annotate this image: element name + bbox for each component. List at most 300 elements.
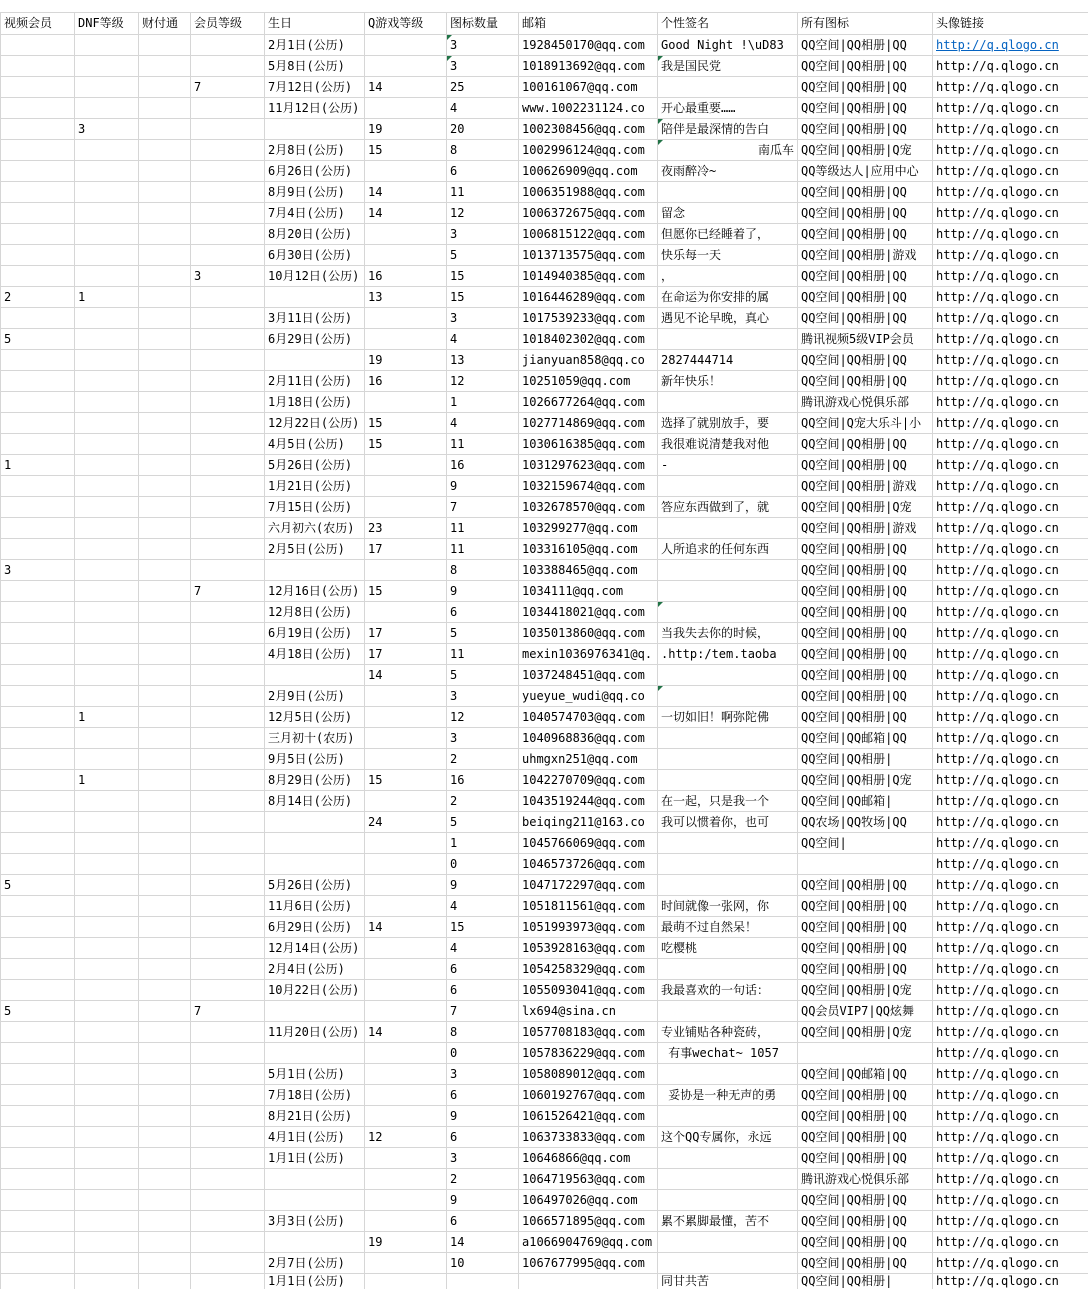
cell-signature[interactable]: Good Night !\uD83 bbox=[658, 35, 798, 56]
cell-birthday[interactable]: 6月30日(公历) bbox=[265, 245, 365, 266]
cell-icon-count[interactable]: 6 bbox=[447, 602, 519, 623]
cell-icon-count[interactable]: 3 bbox=[447, 56, 519, 77]
cell-birthday[interactable]: 12月16日(公历) bbox=[265, 581, 365, 602]
cell-member-level[interactable] bbox=[191, 287, 265, 308]
cell-video-vip[interactable]: 5 bbox=[1, 329, 75, 350]
cell-tenpay[interactable] bbox=[139, 665, 191, 686]
cell-birthday[interactable]: 2月4日(公历) bbox=[265, 959, 365, 980]
cell-video-vip[interactable] bbox=[1, 1232, 75, 1253]
cell-tenpay[interactable] bbox=[139, 1211, 191, 1232]
cell-email[interactable]: 1066571895@qq.com bbox=[519, 1211, 658, 1232]
cell-member-level[interactable] bbox=[191, 644, 265, 665]
cell-video-vip[interactable] bbox=[1, 623, 75, 644]
cell-video-vip[interactable] bbox=[1, 371, 75, 392]
cell-qgame-level[interactable] bbox=[365, 854, 447, 875]
cell-qgame-level[interactable]: 19 bbox=[365, 1232, 447, 1253]
cell-birthday[interactable]: 6月26日(公历) bbox=[265, 161, 365, 182]
cell-avatar-link[interactable]: http://q.qlogo.cn bbox=[933, 98, 1088, 119]
cell-qgame-level[interactable]: 23 bbox=[365, 518, 447, 539]
cell-email[interactable]: 1017539233@qq.com bbox=[519, 308, 658, 329]
cell-avatar-link[interactable]: http://q.qlogo.cn bbox=[933, 413, 1088, 434]
cell-video-vip[interactable] bbox=[1, 35, 75, 56]
cell-signature[interactable] bbox=[658, 1064, 798, 1085]
cell-icon-count[interactable]: 11 bbox=[447, 518, 519, 539]
cell-all-icons[interactable]: QQ空间|QQ相册|QQ bbox=[798, 959, 933, 980]
cell-icon-count[interactable]: 3 bbox=[447, 308, 519, 329]
cell-avatar-link[interactable]: http://q.qlogo.cn bbox=[933, 539, 1088, 560]
cell-signature[interactable] bbox=[658, 1169, 798, 1190]
cell-video-vip[interactable] bbox=[1, 665, 75, 686]
cell-member-level[interactable] bbox=[191, 413, 265, 434]
cell-birthday[interactable]: 2月11日(公历) bbox=[265, 371, 365, 392]
cell-dnf-level[interactable] bbox=[75, 560, 139, 581]
cell-video-vip[interactable] bbox=[1, 896, 75, 917]
cell-email[interactable]: 1051993973@qq.com bbox=[519, 917, 658, 938]
cell-email[interactable]: 1016446289@qq.com bbox=[519, 287, 658, 308]
cell-all-icons[interactable]: QQ空间|QQ相册|QQ bbox=[798, 875, 933, 896]
cell-all-icons[interactable]: QQ空间|QQ相册|QQ bbox=[798, 896, 933, 917]
cell-member-level[interactable] bbox=[191, 896, 265, 917]
cell-dnf-level[interactable]: 3 bbox=[75, 119, 139, 140]
cell-video-vip[interactable] bbox=[1, 203, 75, 224]
cell-avatar-link[interactable] bbox=[933, 35, 1088, 56]
cell-tenpay[interactable] bbox=[139, 35, 191, 56]
cell-avatar-link[interactable]: http://q.qlogo.cn bbox=[933, 791, 1088, 812]
cell-video-vip[interactable] bbox=[1, 980, 75, 1001]
cell-qgame-level[interactable] bbox=[365, 686, 447, 707]
cell-icon-count[interactable]: 4 bbox=[447, 896, 519, 917]
cell-all-icons[interactable]: QQ空间|QQ相册|QQ bbox=[798, 182, 933, 203]
cell-avatar-link[interactable]: http://q.qlogo.cn bbox=[933, 224, 1088, 245]
cell-birthday[interactable]: 8月9日(公历) bbox=[265, 182, 365, 203]
cell-avatar-link[interactable]: http://q.qlogo.cn bbox=[933, 623, 1088, 644]
cell-qgame-level[interactable]: 19 bbox=[365, 350, 447, 371]
cell-icon-count[interactable]: 6 bbox=[447, 959, 519, 980]
column-header-qgame-level[interactable]: Q游戏等级 bbox=[365, 13, 447, 35]
cell-member-level[interactable] bbox=[191, 728, 265, 749]
cell-email[interactable]: 1034111@qq.com bbox=[519, 581, 658, 602]
cell-video-vip[interactable] bbox=[1, 581, 75, 602]
cell-qgame-level[interactable]: 16 bbox=[365, 371, 447, 392]
cell-member-level[interactable] bbox=[191, 140, 265, 161]
cell-email[interactable]: 1045766069@qq.com bbox=[519, 833, 658, 854]
cell-video-vip[interactable] bbox=[1, 1148, 75, 1169]
cell-icon-count[interactable]: 6 bbox=[447, 980, 519, 1001]
cell-video-vip[interactable] bbox=[1, 518, 75, 539]
cell-video-vip[interactable] bbox=[1, 707, 75, 728]
cell-icon-count[interactable]: 3 bbox=[447, 35, 519, 56]
cell-icon-count[interactable]: 3 bbox=[447, 728, 519, 749]
cell-tenpay[interactable] bbox=[139, 140, 191, 161]
cell-video-vip[interactable] bbox=[1, 1043, 75, 1064]
cell-video-vip[interactable] bbox=[1, 728, 75, 749]
cell-video-vip[interactable] bbox=[1, 413, 75, 434]
cell-email[interactable]: 1032159674@qq.com bbox=[519, 476, 658, 497]
cell-signature[interactable]: 遇见不论早晚，真心 bbox=[658, 308, 798, 329]
cell-all-icons[interactable]: QQ空间|QQ相册|QQ bbox=[798, 119, 933, 140]
cell-member-level[interactable] bbox=[191, 980, 265, 1001]
cell-avatar-link[interactable]: http://q.qlogo.cn bbox=[933, 182, 1088, 203]
cell-dnf-level[interactable] bbox=[75, 644, 139, 665]
cell-tenpay[interactable] bbox=[139, 518, 191, 539]
cell-avatar-link[interactable]: http://q.qlogo.cn bbox=[933, 1127, 1088, 1148]
cell-tenpay[interactable] bbox=[139, 770, 191, 791]
cell-birthday[interactable]: 8月14日(公历) bbox=[265, 791, 365, 812]
cell-avatar-link[interactable]: http://q.qlogo.cn bbox=[933, 896, 1088, 917]
cell-avatar-link[interactable]: http://q.qlogo.cn bbox=[933, 56, 1088, 77]
cell-qgame-level[interactable] bbox=[365, 329, 447, 350]
cell-dnf-level[interactable] bbox=[75, 1253, 139, 1274]
cell-dnf-level[interactable] bbox=[75, 413, 139, 434]
cell-avatar-link[interactable]: http://q.qlogo.cn bbox=[933, 371, 1088, 392]
column-header-tenpay[interactable]: 财付通 bbox=[139, 13, 191, 35]
cell-avatar-link[interactable]: http://q.qlogo.cn bbox=[933, 833, 1088, 854]
cell-email[interactable]: 1061526421@qq.com bbox=[519, 1106, 658, 1127]
cell-dnf-level[interactable] bbox=[75, 308, 139, 329]
cell-member-level[interactable] bbox=[191, 497, 265, 518]
cell-signature[interactable]: 最萌不过自然呆！ bbox=[658, 917, 798, 938]
cell-qgame-level[interactable] bbox=[365, 35, 447, 56]
cell-birthday[interactable]: 8月20日(公历) bbox=[265, 224, 365, 245]
cell-tenpay[interactable] bbox=[139, 287, 191, 308]
column-header-all-icons[interactable]: 所有图标 bbox=[798, 13, 933, 35]
cell-avatar-link[interactable]: http://q.qlogo.cn bbox=[933, 77, 1088, 98]
cell-member-level[interactable] bbox=[191, 686, 265, 707]
cell-qgame-level[interactable] bbox=[365, 98, 447, 119]
cell-avatar-link[interactable]: http://q.qlogo.cn bbox=[933, 1064, 1088, 1085]
cell-birthday[interactable]: 11月6日(公历) bbox=[265, 896, 365, 917]
cell-dnf-level[interactable] bbox=[75, 434, 139, 455]
cell-qgame-level[interactable] bbox=[365, 959, 447, 980]
cell-qgame-level[interactable] bbox=[365, 224, 447, 245]
cell-member-level[interactable] bbox=[191, 1169, 265, 1190]
cell-email[interactable]: 1014940385@qq.com bbox=[519, 266, 658, 287]
cell-dnf-level[interactable] bbox=[75, 392, 139, 413]
cell-icon-count[interactable]: 2 bbox=[447, 1169, 519, 1190]
cell-qgame-level[interactable] bbox=[365, 161, 447, 182]
cell-dnf-level[interactable]: 1 bbox=[75, 770, 139, 791]
cell-video-vip[interactable] bbox=[1, 350, 75, 371]
cell-member-level[interactable] bbox=[191, 434, 265, 455]
cell-signature[interactable] bbox=[658, 1106, 798, 1127]
cell-video-vip[interactable] bbox=[1, 245, 75, 266]
cell-member-level[interactable]: 3 bbox=[191, 266, 265, 287]
cell-member-level[interactable] bbox=[191, 875, 265, 896]
cell-video-vip[interactable] bbox=[1, 1253, 75, 1274]
cell-dnf-level[interactable] bbox=[75, 1169, 139, 1190]
cell-email[interactable]: 10646866@qq.com bbox=[519, 1148, 658, 1169]
cell-signature[interactable]: 开心最重要…… bbox=[658, 98, 798, 119]
cell-member-level[interactable] bbox=[191, 707, 265, 728]
cell-qgame-level[interactable]: 15 bbox=[365, 140, 447, 161]
cell-all-icons[interactable]: QQ空间|QQ相册|QQ bbox=[798, 539, 933, 560]
cell-all-icons[interactable]: QQ空间|QQ邮箱|QQ bbox=[798, 728, 933, 749]
cell-icon-count[interactable]: 12 bbox=[447, 203, 519, 224]
cell-tenpay[interactable] bbox=[139, 1127, 191, 1148]
cell-video-vip[interactable] bbox=[1, 938, 75, 959]
cell-birthday[interactable]: 2月5日(公历) bbox=[265, 539, 365, 560]
cell-dnf-level[interactable]: 1 bbox=[75, 707, 139, 728]
cell-email[interactable]: 1058089012@qq.com bbox=[519, 1064, 658, 1085]
column-header-signature[interactable]: 个性签名 bbox=[658, 13, 798, 35]
cell-dnf-level[interactable] bbox=[75, 224, 139, 245]
cell-tenpay[interactable] bbox=[139, 1022, 191, 1043]
cell-birthday[interactable]: 4月18日(公历) bbox=[265, 644, 365, 665]
cell-qgame-level[interactable]: 13 bbox=[365, 287, 447, 308]
cell-member-level[interactable] bbox=[191, 455, 265, 476]
cell-qgame-level[interactable]: 14 bbox=[365, 1022, 447, 1043]
cell-all-icons[interactable]: QQ空间|QQ邮箱| bbox=[798, 791, 933, 812]
cell-all-icons[interactable]: QQ空间|QQ相册|QQ bbox=[798, 623, 933, 644]
cell-member-level[interactable] bbox=[191, 1211, 265, 1232]
cell-avatar-link[interactable]: http://q.qlogo.cn bbox=[933, 119, 1088, 140]
cell-member-level[interactable] bbox=[191, 833, 265, 854]
cell-tenpay[interactable] bbox=[139, 245, 191, 266]
cell-qgame-level[interactable] bbox=[365, 497, 447, 518]
cell-all-icons[interactable]: QQ空间|QQ相册|QQ bbox=[798, 707, 933, 728]
cell-icon-count[interactable]: 6 bbox=[447, 1127, 519, 1148]
cell-qgame-level[interactable] bbox=[365, 707, 447, 728]
cell-tenpay[interactable] bbox=[139, 1169, 191, 1190]
cell-qgame-level[interactable] bbox=[365, 1211, 447, 1232]
cell-signature[interactable] bbox=[658, 1001, 798, 1022]
cell-email[interactable]: 1030616385@qq.com bbox=[519, 434, 658, 455]
cell-video-vip[interactable] bbox=[1, 644, 75, 665]
cell-icon-count[interactable]: 2 bbox=[447, 791, 519, 812]
cell-all-icons[interactable]: QQ空间|QQ相册|QQ bbox=[798, 602, 933, 623]
cell-tenpay[interactable] bbox=[139, 1085, 191, 1106]
cell-member-level[interactable] bbox=[191, 959, 265, 980]
cell-tenpay[interactable] bbox=[139, 623, 191, 644]
cell-dnf-level[interactable] bbox=[75, 686, 139, 707]
cell-member-level[interactable] bbox=[191, 665, 265, 686]
cell-all-icons[interactable]: QQ空间|QQ相册|QQ bbox=[798, 644, 933, 665]
cell-tenpay[interactable] bbox=[139, 455, 191, 476]
cell-birthday[interactable]: 4月5日(公历) bbox=[265, 434, 365, 455]
cell-icon-count[interactable]: 15 bbox=[447, 917, 519, 938]
cell-dnf-level[interactable] bbox=[75, 875, 139, 896]
cell-avatar-link[interactable]: http://q.qlogo.cn bbox=[933, 308, 1088, 329]
cell-member-level[interactable] bbox=[191, 392, 265, 413]
cell-icon-count[interactable]: 3 bbox=[447, 1064, 519, 1085]
cell-icon-count[interactable]: 5 bbox=[447, 812, 519, 833]
cell-email[interactable]: 1043519244@qq.com bbox=[519, 791, 658, 812]
cell-all-icons[interactable]: QQ空间|QQ相册|Q宠 bbox=[798, 980, 933, 1001]
cell-birthday[interactable]: 7月12日(公历) bbox=[265, 77, 365, 98]
cell-qgame-level[interactable]: 12 bbox=[365, 1127, 447, 1148]
cell-member-level[interactable] bbox=[191, 98, 265, 119]
cell-member-level[interactable] bbox=[191, 770, 265, 791]
cell-avatar-link[interactable]: http://q.qlogo.cn bbox=[933, 1211, 1088, 1232]
cell-qgame-level[interactable] bbox=[365, 476, 447, 497]
cell-dnf-level[interactable]: 1 bbox=[75, 287, 139, 308]
cell-signature[interactable]: 时间就像一张网，你 bbox=[658, 896, 798, 917]
cell-all-icons[interactable]: QQ空间|QQ相册|QQ bbox=[798, 287, 933, 308]
cell-tenpay[interactable] bbox=[139, 1106, 191, 1127]
cell-tenpay[interactable] bbox=[139, 476, 191, 497]
cell-all-icons[interactable]: QQ空间|QQ相册|QQ bbox=[798, 686, 933, 707]
cell-dnf-level[interactable] bbox=[75, 161, 139, 182]
cell-email[interactable]: 1027714869@qq.com bbox=[519, 413, 658, 434]
cell-dnf-level[interactable] bbox=[75, 1043, 139, 1064]
cell-member-level[interactable] bbox=[191, 1085, 265, 1106]
column-header-birthday[interactable]: 生日 bbox=[265, 13, 365, 35]
cell-signature[interactable]: 同甘共苦 bbox=[658, 1274, 798, 1289]
cell-signature[interactable]: 但愿你已经睡着了， bbox=[658, 224, 798, 245]
cell-icon-count[interactable]: 4 bbox=[447, 329, 519, 350]
cell-email[interactable]: 1032678570@qq.com bbox=[519, 497, 658, 518]
cell-avatar-link[interactable]: http://q.qlogo.cn bbox=[933, 518, 1088, 539]
cell-qgame-level[interactable] bbox=[365, 728, 447, 749]
cell-signature[interactable] bbox=[658, 1148, 798, 1169]
cell-qgame-level[interactable] bbox=[365, 245, 447, 266]
cell-avatar-link[interactable]: http://q.qlogo.cn bbox=[933, 392, 1088, 413]
cell-dnf-level[interactable] bbox=[75, 980, 139, 1001]
cell-icon-count[interactable]: 5 bbox=[447, 665, 519, 686]
cell-qgame-level[interactable] bbox=[365, 875, 447, 896]
cell-qgame-level[interactable] bbox=[365, 1169, 447, 1190]
cell-all-icons[interactable]: QQ空间|QQ相册|游戏 bbox=[798, 245, 933, 266]
cell-video-vip[interactable] bbox=[1, 1211, 75, 1232]
cell-signature[interactable] bbox=[658, 959, 798, 980]
cell-all-icons[interactable]: QQ空间|QQ相册| bbox=[798, 1274, 933, 1289]
cell-dnf-level[interactable] bbox=[75, 455, 139, 476]
cell-icon-count[interactable]: 8 bbox=[447, 140, 519, 161]
cell-tenpay[interactable] bbox=[139, 1253, 191, 1274]
cell-dnf-level[interactable] bbox=[75, 833, 139, 854]
cell-tenpay[interactable] bbox=[139, 371, 191, 392]
cell-avatar-link[interactable]: http://q.qlogo.cn bbox=[933, 1085, 1088, 1106]
cell-dnf-level[interactable] bbox=[75, 728, 139, 749]
cell-qgame-level[interactable] bbox=[365, 1253, 447, 1274]
cell-dnf-level[interactable] bbox=[75, 623, 139, 644]
cell-signature[interactable]: 选择了就别放手，要 bbox=[658, 413, 798, 434]
cell-qgame-level[interactable]: 14 bbox=[365, 665, 447, 686]
cell-avatar-link[interactable]: http://q.qlogo.cn bbox=[933, 686, 1088, 707]
cell-avatar-link[interactable]: http://q.qlogo.cn bbox=[933, 854, 1088, 875]
cell-dnf-level[interactable] bbox=[75, 56, 139, 77]
cell-member-level[interactable] bbox=[191, 749, 265, 770]
cell-email[interactable]: www.1002231124.co bbox=[519, 98, 658, 119]
cell-signature[interactable]: 我是国民党 bbox=[658, 56, 798, 77]
cell-birthday[interactable]: 11月20日(公历) bbox=[265, 1022, 365, 1043]
cell-signature[interactable]: 2827444714 bbox=[658, 350, 798, 371]
cell-member-level[interactable] bbox=[191, 1190, 265, 1211]
cell-avatar-link[interactable]: http://q.qlogo.cn bbox=[933, 161, 1088, 182]
cell-qgame-level[interactable] bbox=[365, 560, 447, 581]
cell-signature[interactable]: 答应东西做到了，就 bbox=[658, 497, 798, 518]
cell-all-icons[interactable]: QQ空间|QQ相册|Q宠 bbox=[798, 770, 933, 791]
cell-email[interactable]: 100626909@qq.com bbox=[519, 161, 658, 182]
cell-dnf-level[interactable] bbox=[75, 1211, 139, 1232]
cell-all-icons[interactable]: 腾讯视频5级VIP会员 bbox=[798, 329, 933, 350]
cell-signature[interactable]: 吃樱桃 bbox=[658, 938, 798, 959]
cell-video-vip[interactable] bbox=[1, 812, 75, 833]
cell-birthday[interactable]: 12月8日(公历) bbox=[265, 602, 365, 623]
cell-tenpay[interactable] bbox=[139, 266, 191, 287]
column-header-avatar-link[interactable]: 头像链接 bbox=[933, 13, 1088, 35]
cell-birthday[interactable]: 7月18日(公历) bbox=[265, 1085, 365, 1106]
cell-dnf-level[interactable] bbox=[75, 98, 139, 119]
cell-signature[interactable]: 留念 bbox=[658, 203, 798, 224]
cell-member-level[interactable] bbox=[191, 791, 265, 812]
cell-icon-count[interactable]: 16 bbox=[447, 770, 519, 791]
cell-avatar-link[interactable]: http://q.qlogo.cn bbox=[933, 1190, 1088, 1211]
cell-video-vip[interactable] bbox=[1, 1085, 75, 1106]
cell-all-icons[interactable]: QQ空间|QQ相册|QQ bbox=[798, 371, 933, 392]
cell-dnf-level[interactable] bbox=[75, 539, 139, 560]
cell-dnf-level[interactable] bbox=[75, 854, 139, 875]
cell-birthday[interactable]: 6月19日(公历) bbox=[265, 623, 365, 644]
cell-avatar-link[interactable]: http://q.qlogo.cn bbox=[933, 707, 1088, 728]
cell-icon-count[interactable]: 7 bbox=[447, 497, 519, 518]
cell-tenpay[interactable] bbox=[139, 56, 191, 77]
cell-signature[interactable]: 快乐每一天 bbox=[658, 245, 798, 266]
cell-icon-count[interactable]: 4 bbox=[447, 413, 519, 434]
cell-video-vip[interactable] bbox=[1, 140, 75, 161]
cell-member-level[interactable]: 7 bbox=[191, 1001, 265, 1022]
cell-member-level[interactable] bbox=[191, 56, 265, 77]
cell-all-icons[interactable]: QQ空间|QQ相册|QQ bbox=[798, 1085, 933, 1106]
cell-member-level[interactable] bbox=[191, 938, 265, 959]
cell-birthday[interactable] bbox=[265, 1043, 365, 1064]
cell-icon-count[interactable]: 9 bbox=[447, 1106, 519, 1127]
cell-video-vip[interactable] bbox=[1, 98, 75, 119]
cell-tenpay[interactable] bbox=[139, 959, 191, 980]
cell-member-level[interactable] bbox=[191, 350, 265, 371]
cell-icon-count[interactable]: 11 bbox=[447, 539, 519, 560]
cell-dnf-level[interactable] bbox=[75, 1106, 139, 1127]
cell-all-icons[interactable]: QQ空间|QQ相册|QQ bbox=[798, 224, 933, 245]
cell-qgame-level[interactable] bbox=[365, 1190, 447, 1211]
cell-tenpay[interactable] bbox=[139, 1001, 191, 1022]
cell-all-icons[interactable]: QQ空间|QQ相册|QQ bbox=[798, 77, 933, 98]
cell-birthday[interactable]: 7月15日(公历) bbox=[265, 497, 365, 518]
cell-qgame-level[interactable]: 17 bbox=[365, 644, 447, 665]
cell-dnf-level[interactable] bbox=[75, 35, 139, 56]
cell-email[interactable]: 1037248451@qq.com bbox=[519, 665, 658, 686]
cell-all-icons[interactable]: QQ空间|QQ相册|QQ bbox=[798, 434, 933, 455]
cell-birthday[interactable]: 8月29日(公历) bbox=[265, 770, 365, 791]
cell-video-vip[interactable]: 5 bbox=[1, 1001, 75, 1022]
cell-video-vip[interactable] bbox=[1, 854, 75, 875]
cell-qgame-level[interactable] bbox=[365, 1064, 447, 1085]
cell-member-level[interactable] bbox=[191, 1148, 265, 1169]
cell-birthday[interactable]: 12月22日(公历) bbox=[265, 413, 365, 434]
cell-video-vip[interactable] bbox=[1, 1169, 75, 1190]
cell-birthday[interactable]: 2月7日(公历) bbox=[265, 1253, 365, 1274]
cell-tenpay[interactable] bbox=[139, 875, 191, 896]
cell-avatar-link[interactable]: http://q.qlogo.cn bbox=[933, 728, 1088, 749]
cell-icon-count[interactable]: 0 bbox=[447, 1043, 519, 1064]
cell-signature[interactable] bbox=[658, 581, 798, 602]
cell-qgame-level[interactable] bbox=[365, 56, 447, 77]
cell-avatar-link[interactable]: http://q.qlogo.cn bbox=[933, 266, 1088, 287]
cell-member-level[interactable] bbox=[191, 1127, 265, 1148]
cell-signature[interactable] bbox=[658, 1253, 798, 1274]
cell-avatar-link[interactable]: http://q.qlogo.cn bbox=[933, 644, 1088, 665]
cell-birthday[interactable]: 8月21日(公历) bbox=[265, 1106, 365, 1127]
cell-all-icons[interactable]: QQ空间|QQ相册|QQ bbox=[798, 938, 933, 959]
cell-icon-count[interactable]: 9 bbox=[447, 476, 519, 497]
cell-qgame-level[interactable] bbox=[365, 980, 447, 1001]
cell-qgame-level[interactable] bbox=[365, 833, 447, 854]
cell-video-vip[interactable] bbox=[1, 686, 75, 707]
cell-icon-count[interactable]: 8 bbox=[447, 1022, 519, 1043]
cell-email[interactable]: 1063733833@qq.com bbox=[519, 1127, 658, 1148]
cell-birthday[interactable]: 12月14日(公历) bbox=[265, 938, 365, 959]
cell-icon-count[interactable]: 2 bbox=[447, 749, 519, 770]
